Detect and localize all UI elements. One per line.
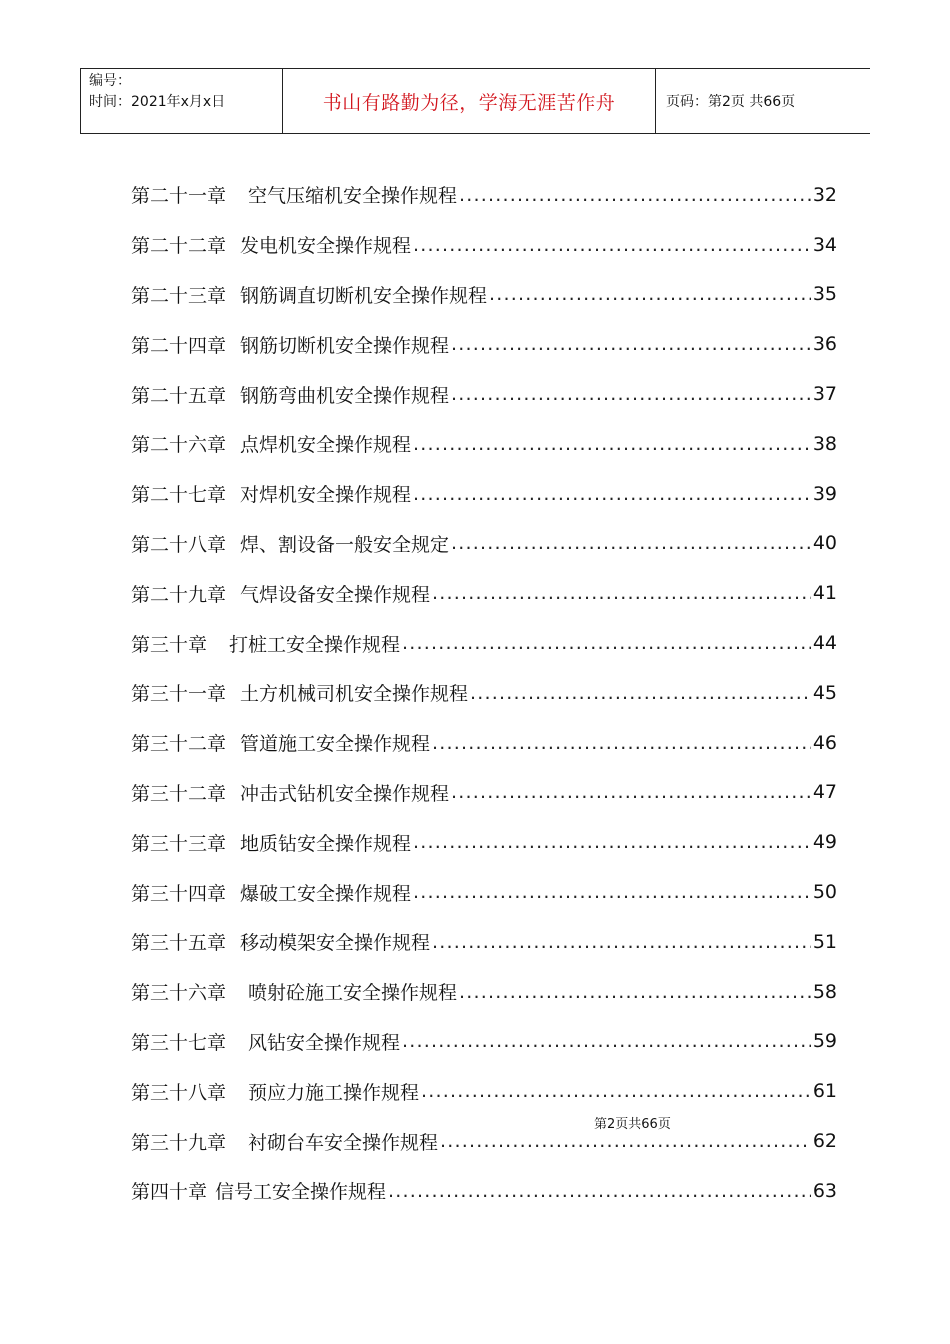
toc-entry[interactable] — [131, 419, 837, 469]
toc-entry[interactable] — [131, 1017, 837, 1067]
toc-page-number: 35 — [812, 283, 837, 306]
toc-dot-leader — [432, 732, 811, 754]
toc-chapter-title: 钢筋弯曲机安全操作规程 — [240, 384, 450, 407]
toc-chapter-title: 打桩工安全操作规程 — [229, 633, 401, 656]
toc-page-number: 51 — [812, 930, 837, 953]
toc-entry[interactable] — [131, 668, 837, 718]
toc-dot-leader — [470, 682, 811, 704]
toc-chapter-title: 对焊机安全操作规程 — [240, 484, 412, 507]
toc-chapter-number: 第三十四章 — [131, 882, 227, 905]
toc-entry[interactable] — [131, 369, 837, 419]
toc-entry[interactable] — [131, 768, 837, 818]
toc-page-number: 46 — [812, 731, 837, 754]
toc-dot-leader — [440, 1130, 811, 1152]
toc-entry[interactable] — [131, 867, 837, 917]
toc-chapter-number: 第二十二章 — [131, 235, 227, 258]
toc-dot-leader — [421, 1080, 811, 1102]
toc-page-number: 38 — [812, 432, 837, 455]
toc-chapter-number: 第二十三章 — [131, 284, 227, 307]
toc-chapter-number: 第三十六章 — [131, 982, 227, 1005]
document-time-label: 时间：2021年x月x日 — [89, 94, 226, 110]
table-of-contents — [131, 170, 837, 1216]
toc-dot-leader — [459, 981, 811, 1003]
toc-chapter-title: 土方机械司机安全操作规程 — [240, 683, 469, 706]
toc-chapter-title: 焊、割设备一般安全规定 — [240, 533, 450, 556]
toc-chapter-number: 第三十二章 — [131, 782, 227, 805]
toc-chapter-number: 第三十九章 — [131, 1131, 227, 1154]
toc-chapter-number: 第三十七章 — [131, 1031, 227, 1054]
toc-chapter-title: 预应力施工操作规程 — [248, 1081, 420, 1104]
toc-entry[interactable] — [131, 1166, 837, 1216]
toc-dot-leader — [402, 632, 811, 654]
toc-page-number: 50 — [812, 881, 837, 904]
header-motto: 书山有路勤为径，学海无涯苦作舟 — [322, 91, 616, 114]
toc-chapter-number: 第三十五章 — [131, 932, 227, 955]
toc-page-number: 32 — [812, 183, 837, 206]
toc-chapter-number: 第二十六章 — [131, 434, 227, 457]
toc-entry[interactable] — [131, 469, 837, 519]
header-page-label: 页码：第2页 共66页 — [666, 94, 796, 110]
toc-chapter-number: 第三十一章 — [131, 683, 227, 706]
toc-dot-leader — [451, 781, 811, 803]
toc-chapter-title: 移动模架安全操作规程 — [240, 932, 431, 955]
header-page-cell — [656, 69, 870, 133]
toc-entry[interactable] — [131, 220, 837, 270]
toc-entry[interactable] — [131, 718, 837, 768]
toc-dot-leader — [413, 433, 811, 455]
toc-chapter-number: 第四十章 — [131, 1181, 208, 1204]
toc-chapter-number: 第二十九章 — [131, 583, 227, 606]
toc-dot-leader — [413, 881, 811, 903]
toc-dot-leader — [459, 184, 811, 206]
toc-chapter-number: 第二十一章 — [131, 185, 227, 208]
toc-entry[interactable] — [131, 519, 837, 569]
toc-chapter-number: 第二十七章 — [131, 484, 227, 507]
footer-page-number: 第2页共66页 — [594, 1117, 671, 1132]
toc-chapter-title: 信号工安全操作规程 — [215, 1181, 387, 1204]
toc-chapter-title: 冲击式钻机安全操作规程 — [240, 782, 450, 805]
toc-dot-leader — [413, 831, 811, 853]
toc-entry[interactable] — [131, 270, 837, 320]
toc-entry[interactable] — [131, 618, 837, 668]
toc-page-number: 44 — [812, 632, 837, 655]
toc-page-number: 36 — [812, 333, 837, 356]
toc-page-number: 41 — [812, 582, 837, 605]
page-header — [80, 68, 870, 134]
toc-page-number: 58 — [812, 980, 837, 1003]
toc-entry[interactable] — [131, 319, 837, 369]
toc-chapter-title: 发电机安全操作规程 — [240, 235, 412, 258]
toc-chapter-title: 衬砌台车安全操作规程 — [248, 1131, 439, 1154]
toc-page-number: 45 — [812, 681, 837, 704]
header-meta-cell — [81, 69, 283, 133]
toc-chapter-number: 第二十四章 — [131, 334, 227, 357]
toc-dot-leader — [451, 532, 811, 554]
toc-chapter-title: 气焊设备安全操作规程 — [240, 583, 431, 606]
toc-dot-leader — [402, 1030, 811, 1052]
toc-entry[interactable] — [131, 917, 837, 967]
toc-entry[interactable] — [131, 170, 837, 220]
toc-page-number: 62 — [812, 1130, 837, 1153]
toc-chapter-title: 管道施工安全操作规程 — [240, 733, 431, 756]
toc-chapter-title: 爆破工安全操作规程 — [240, 882, 412, 905]
toc-dot-leader — [451, 333, 811, 355]
toc-chapter-title: 地质钻安全操作规程 — [240, 832, 412, 855]
toc-dot-leader — [432, 931, 811, 953]
toc-chapter-title: 风钻安全操作规程 — [248, 1031, 401, 1054]
toc-entry[interactable] — [131, 967, 837, 1017]
toc-page-number: 61 — [812, 1080, 837, 1103]
toc-dot-leader — [388, 1180, 811, 1202]
toc-chapter-number: 第二十八章 — [131, 533, 227, 556]
toc-entry[interactable] — [131, 817, 837, 867]
toc-page-number: 39 — [812, 482, 837, 505]
toc-chapter-number: 第三十八章 — [131, 1081, 227, 1104]
header-motto-cell — [283, 69, 656, 133]
toc-page-number: 49 — [812, 831, 837, 854]
toc-dot-leader — [432, 582, 811, 604]
toc-chapter-number: 第三十三章 — [131, 832, 227, 855]
document-number-label: 编号： — [89, 73, 131, 89]
toc-chapter-number: 第三十章 — [131, 633, 208, 656]
toc-page-number: 34 — [812, 233, 837, 256]
toc-page-number: 47 — [812, 781, 837, 804]
toc-entry[interactable] — [131, 1116, 837, 1166]
toc-chapter-title: 空气压缩机安全操作规程 — [248, 185, 458, 208]
toc-chapter-title: 钢筋切断机安全操作规程 — [240, 334, 450, 357]
toc-chapter-title: 喷射砼施工安全操作规程 — [248, 982, 458, 1005]
toc-dot-leader — [489, 283, 811, 305]
toc-chapter-title: 钢筋调直切断机安全操作规程 — [240, 284, 488, 307]
toc-dot-leader — [451, 383, 811, 405]
toc-page-number: 37 — [812, 383, 837, 406]
toc-dot-leader — [413, 234, 811, 256]
toc-dot-leader — [413, 483, 811, 505]
toc-chapter-title: 点焊机安全操作规程 — [240, 434, 412, 457]
toc-page-number: 59 — [812, 1030, 837, 1053]
toc-chapter-number: 第三十二章 — [131, 733, 227, 756]
toc-chapter-number: 第二十五章 — [131, 384, 227, 407]
toc-page-number: 63 — [812, 1179, 837, 1202]
toc-page-number: 40 — [812, 532, 837, 555]
toc-entry[interactable] — [131, 1066, 837, 1116]
toc-entry[interactable] — [131, 568, 837, 618]
